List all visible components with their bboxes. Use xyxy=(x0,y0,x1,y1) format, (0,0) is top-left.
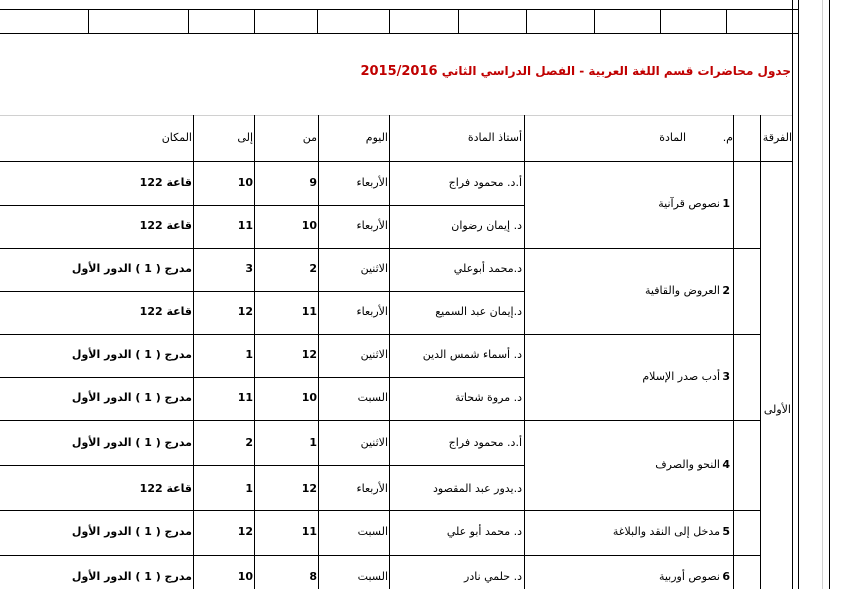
grid-line xyxy=(526,9,527,33)
cell-place: مدرج ( 1 ) الدور الأول xyxy=(71,436,192,449)
cell-to: 1 xyxy=(245,348,253,361)
grid-line xyxy=(318,115,319,589)
cell-to: 12 xyxy=(237,305,253,318)
header-subject: المادة xyxy=(659,131,686,144)
cell-from: 10 xyxy=(301,391,317,404)
grid-line xyxy=(458,9,459,33)
cell-day: السبت xyxy=(357,391,388,404)
header-teacher: أستاذ المادة xyxy=(467,131,522,144)
header-from: من xyxy=(302,131,317,144)
subject-num: 5 xyxy=(722,525,730,538)
grid-line xyxy=(594,9,595,33)
cell-place: قاعة 122 xyxy=(139,482,192,495)
cell-to: 11 xyxy=(237,219,253,232)
cell-from: 2 xyxy=(309,262,317,275)
page-title xyxy=(360,64,791,79)
grid-line xyxy=(254,9,255,33)
cell-teacher: د.محمد أبوعلي xyxy=(453,262,522,275)
cell-to: 12 xyxy=(237,525,253,538)
cell-to: 1 xyxy=(245,482,253,495)
cell-from: 12 xyxy=(301,482,317,495)
cell-place: مدرج ( 1 ) الدور الأول xyxy=(71,525,192,538)
grid-line xyxy=(0,420,760,421)
subject-name: مدخل إلى النقد والبلاغة xyxy=(612,525,720,538)
cell-teacher: د. إيمان رضوان xyxy=(451,219,522,232)
grid-line xyxy=(0,510,760,511)
cell-teacher: د. أسماء شمس الدين xyxy=(422,348,522,361)
cell-teacher: أ.د. محمود فراج xyxy=(448,436,522,449)
grid-line xyxy=(188,9,189,33)
cell-teacher: د. محمد أبو علي xyxy=(446,525,522,538)
header-place: المكان xyxy=(161,131,192,144)
cell-day: الأربعاء xyxy=(356,305,388,318)
grid-line xyxy=(660,9,661,33)
frame-line xyxy=(792,0,793,589)
cell-place: مدرج ( 1 ) الدور الأول xyxy=(71,262,192,275)
frame-line xyxy=(829,0,830,589)
cell-to: 10 xyxy=(237,570,253,583)
cell-day: السبت xyxy=(357,570,388,583)
header-num: م. xyxy=(722,131,733,144)
subject-name: نصوص أوربية xyxy=(658,570,720,583)
cell-teacher: أ.د. محمود فراج xyxy=(448,176,522,189)
cell-from: 12 xyxy=(301,348,317,361)
title-year: 2015/2016 xyxy=(360,64,438,79)
cell-day: الأربعاء xyxy=(356,176,388,189)
cell-day: الاثنين xyxy=(360,348,388,361)
subject-num: 1 xyxy=(722,197,730,210)
subject-num: 6 xyxy=(722,570,730,583)
grid-line xyxy=(193,115,194,589)
group-label: الأولى xyxy=(763,403,791,416)
grid-line xyxy=(389,115,390,589)
cell-place: قاعة 122 xyxy=(139,219,192,232)
cell-to: 10 xyxy=(237,176,253,189)
grid-line xyxy=(0,161,792,162)
grid-line xyxy=(0,334,760,335)
cell-teacher: د. مروة شحاتة xyxy=(454,391,522,404)
grid-line xyxy=(88,9,89,33)
cell-from: 8 xyxy=(309,570,317,583)
grid-line xyxy=(0,33,798,34)
cell-from: 11 xyxy=(301,525,317,538)
subject-num: 4 xyxy=(722,458,730,471)
grid-line xyxy=(389,9,390,33)
subject-name: نصوص قرآنية xyxy=(658,197,720,210)
subject-name: النحو والصرف xyxy=(655,458,720,471)
frame-line xyxy=(822,0,823,589)
grid-line xyxy=(726,9,727,33)
grid-line xyxy=(0,555,760,556)
header-to: إلى xyxy=(237,131,253,144)
grid-line xyxy=(733,115,734,589)
grid-line xyxy=(0,9,798,10)
cell-day: الأربعاء xyxy=(356,219,388,232)
cell-place: مدرج ( 1 ) الدور الأول xyxy=(71,348,192,361)
cell-from: 1 xyxy=(309,436,317,449)
title-text: جدول محاضرات قسم اللغة العربية - الفصل الدراسي الثاني xyxy=(441,64,791,78)
cell-place: قاعة 122 xyxy=(139,176,192,189)
subject-name: أدب صدر الإسلام xyxy=(642,370,720,383)
cell-day: الاثنين xyxy=(360,436,388,449)
cell-from: 10 xyxy=(301,219,317,232)
subject-num: 2 xyxy=(722,284,730,297)
cell-day: الأربعاء xyxy=(356,482,388,495)
cell-place: مدرج ( 1 ) الدور الأول xyxy=(71,570,192,583)
cell-teacher: د. حلمي نادر xyxy=(464,570,522,583)
cell-to: 2 xyxy=(245,436,253,449)
cell-place: قاعة 122 xyxy=(139,305,192,318)
grid-line xyxy=(0,465,524,466)
subject-name: العروض والقافية xyxy=(644,284,720,297)
grid-line xyxy=(524,115,525,589)
cell-to: 11 xyxy=(237,391,253,404)
cell-teacher: د.إيمان عبد السميع xyxy=(435,305,522,318)
cell-day: الاثنين xyxy=(360,262,388,275)
grid-line xyxy=(760,115,761,589)
cell-from: 11 xyxy=(301,305,317,318)
cell-day: السبت xyxy=(357,525,388,538)
cell-to: 3 xyxy=(245,262,253,275)
cell-place: مدرج ( 1 ) الدور الأول xyxy=(71,391,192,404)
grid-line xyxy=(0,205,524,206)
grid-line xyxy=(0,377,524,378)
subject-num: 3 xyxy=(722,370,730,383)
grid-line xyxy=(317,9,318,33)
grid-line xyxy=(0,115,792,116)
header-day: اليوم xyxy=(365,131,388,144)
cell-from: 9 xyxy=(309,176,317,189)
frame-line xyxy=(798,0,799,589)
grid-line xyxy=(0,248,760,249)
grid-line xyxy=(0,291,524,292)
header-group: الفرقة xyxy=(762,131,792,144)
cell-teacher: د.يدور عبد المقصود xyxy=(433,482,522,495)
grid-line xyxy=(254,115,255,589)
